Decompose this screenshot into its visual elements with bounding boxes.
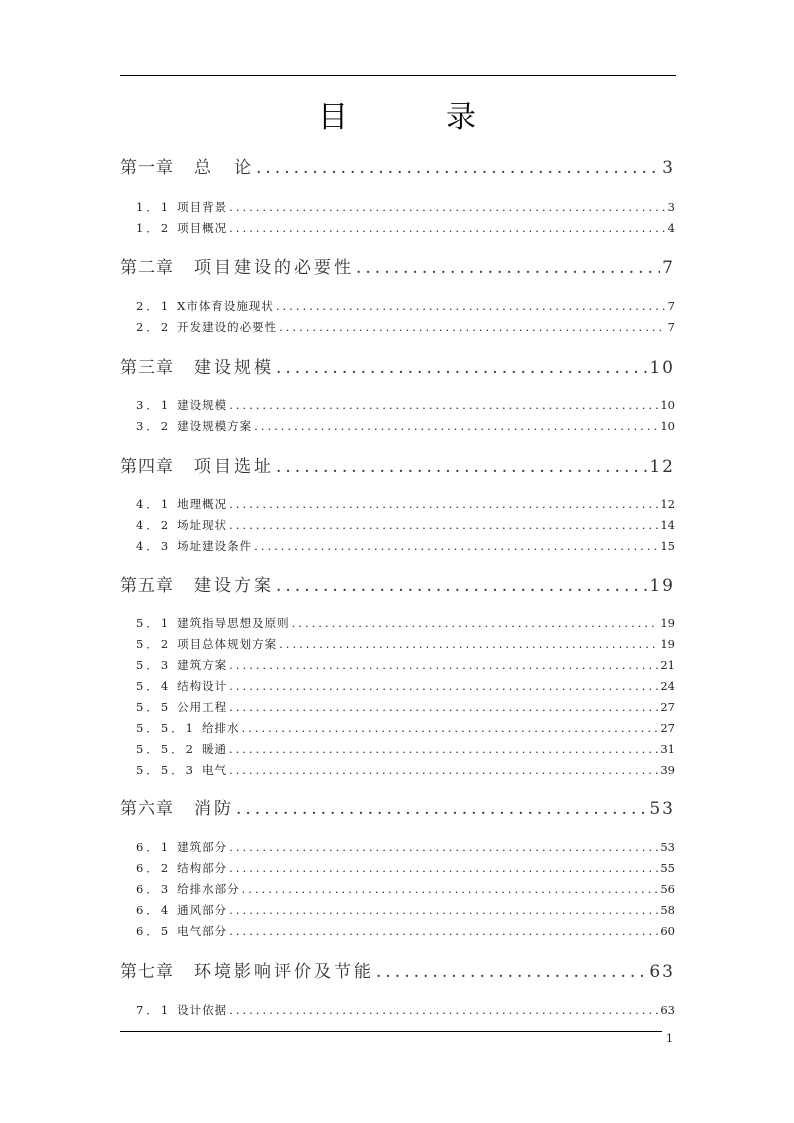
toc-section-entry[interactable] xyxy=(120,417,675,435)
toc-entry-title: 暖通 xyxy=(201,742,227,756)
toc-entry-page: 53 xyxy=(649,799,675,819)
toc-entry-page: 27 xyxy=(660,721,675,735)
toc-entry-page: 10 xyxy=(649,358,675,378)
dot-leader xyxy=(276,455,647,479)
toc-section-entry[interactable] xyxy=(120,719,675,737)
toc-entry-number: 5．5．1 xyxy=(136,721,196,735)
toc-section-entry[interactable] xyxy=(120,922,675,940)
toc-entry-title: 建筑部分 xyxy=(177,840,228,854)
dot-leader xyxy=(279,635,658,653)
toc-entry-number: 5．3 xyxy=(136,658,172,672)
toc-entry-page: 19 xyxy=(660,616,675,630)
dot-leader xyxy=(276,574,647,598)
dot-leader xyxy=(356,256,660,280)
toc-entry-title: 地理概况 xyxy=(177,497,228,511)
toc-section-entry[interactable] xyxy=(120,219,675,237)
dot-leader xyxy=(376,960,647,984)
toc-entry-title: 项目概况 xyxy=(177,221,228,235)
dot-leader xyxy=(229,1001,658,1019)
dot-leader xyxy=(229,495,658,513)
toc-entry-page: 21 xyxy=(660,658,675,672)
toc-section-entry[interactable] xyxy=(120,635,675,653)
toc-entry-number: 5．5．3 xyxy=(136,763,196,777)
toc-entry-number: 第六章 xyxy=(120,799,174,819)
toc-chapter-entry[interactable] xyxy=(120,960,675,984)
toc-section-entry[interactable] xyxy=(120,495,675,513)
toc-entry-title: 项目选址 xyxy=(194,457,274,477)
toc-entry-number: 6．1 xyxy=(136,840,172,854)
toc-entry-number: 5．4 xyxy=(136,679,172,693)
toc-entry-number: 1．2 xyxy=(136,221,172,235)
dot-leader xyxy=(229,901,658,919)
dot-leader xyxy=(229,396,658,414)
toc-entry-number: 第四章 xyxy=(120,457,174,477)
toc-entry-page: 7 xyxy=(667,299,675,313)
toc-entry-page: 63 xyxy=(649,962,675,982)
dot-leader xyxy=(229,740,658,758)
toc-chapter-entry[interactable] xyxy=(120,455,675,479)
toc-entry-page: 7 xyxy=(662,258,675,278)
toc-entry-page: 7 xyxy=(667,320,675,334)
toc-entry-page: 27 xyxy=(660,700,675,714)
toc-section-entry[interactable] xyxy=(120,761,675,779)
toc-entry-title: 给排水部分 xyxy=(177,882,240,896)
toc-entry-number: 6．5 xyxy=(136,924,172,938)
dot-leader xyxy=(229,922,658,940)
toc-section-entry[interactable] xyxy=(120,1001,675,1019)
toc-entry-page: 24 xyxy=(660,679,675,693)
toc-entry-page: 12 xyxy=(649,457,675,477)
toc-entry-page: 53 xyxy=(660,840,675,854)
dot-leader xyxy=(279,318,666,336)
toc-section-entry[interactable] xyxy=(120,537,675,555)
toc-entry-title: 开发建设的必要性 xyxy=(177,320,278,334)
toc-section-entry[interactable] xyxy=(120,838,675,856)
toc-entry-number: 4．1 xyxy=(136,497,172,511)
dot-leader xyxy=(229,656,658,674)
toc-entry-number: 5．5．2 xyxy=(136,742,196,756)
toc-chapter-entry[interactable] xyxy=(120,156,675,180)
toc-entry-title: 项目建设的必要性 xyxy=(194,258,354,278)
toc-entry-title: 建设规模方案 xyxy=(177,419,253,433)
header-rule xyxy=(120,75,676,76)
toc-entry-number: 4．2 xyxy=(136,518,172,532)
toc-section-entry[interactable] xyxy=(120,880,675,898)
toc-entry-title: 电气部分 xyxy=(177,924,228,938)
toc-entry-page: 60 xyxy=(660,924,675,938)
toc-entry-title: 建筑指导思想及原则 xyxy=(177,616,290,630)
toc-section-entry[interactable] xyxy=(120,901,675,919)
dot-leader xyxy=(229,219,666,237)
toc-entry-title: 结构设计 xyxy=(177,679,228,693)
toc-chapter-entry[interactable] xyxy=(120,574,675,598)
toc-chapter-entry[interactable] xyxy=(120,797,675,821)
toc-entry-page: 56 xyxy=(660,882,675,896)
toc-entry-page: 55 xyxy=(660,861,675,875)
toc-section-entry[interactable] xyxy=(120,656,675,674)
toc-entry-title: 场址建设条件 xyxy=(177,539,253,553)
toc-entry-title: 建设规模 xyxy=(177,398,228,412)
toc-entry-page: 4 xyxy=(667,221,675,235)
toc-entry-page: 63 xyxy=(660,1003,675,1017)
toc-section-entry[interactable] xyxy=(120,698,675,716)
toc-entry-number: 5．2 xyxy=(136,637,172,651)
toc-entry-number: 6．3 xyxy=(136,882,172,896)
dot-leader xyxy=(256,156,660,180)
toc-entry-title: 建设规模 xyxy=(194,358,274,378)
footer-rule xyxy=(120,1031,662,1032)
toc-section-entry[interactable] xyxy=(120,516,675,534)
dot-leader xyxy=(241,719,658,737)
toc-section-entry[interactable] xyxy=(120,859,675,877)
toc-entry-title: 建设方案 xyxy=(194,576,274,596)
toc-section-entry[interactable] xyxy=(120,740,675,758)
page-title: 目 录 xyxy=(318,100,510,135)
toc-entry-title: 消防 xyxy=(194,799,234,819)
toc-entry-number: 3．1 xyxy=(136,398,172,412)
toc-entry-title: 结构部分 xyxy=(177,861,228,875)
toc-entry-number: 6．4 xyxy=(136,903,172,917)
toc-entry-number: 7．1 xyxy=(136,1003,172,1017)
toc-entry-title: 环境影响评价及节能 xyxy=(194,962,374,982)
dot-leader xyxy=(292,614,659,632)
toc-entry-number: 第一章 xyxy=(120,158,174,178)
toc-entry-page: 31 xyxy=(660,742,675,756)
toc-entry-number: 第五章 xyxy=(120,576,174,596)
dot-leader xyxy=(276,356,647,380)
toc-entry-number: 5．1 xyxy=(136,616,172,630)
dot-leader xyxy=(229,859,658,877)
toc-entry-page: 10 xyxy=(660,398,675,412)
dot-leader xyxy=(254,537,658,555)
toc-entry-number: 2．2 xyxy=(136,320,172,334)
toc-entry-number: 6．2 xyxy=(136,861,172,875)
toc-entry-number: 3．2 xyxy=(136,419,172,433)
dot-leader xyxy=(254,417,658,435)
toc-section-entry[interactable] xyxy=(120,396,675,414)
dot-leader xyxy=(229,698,658,716)
toc-entry-number: 4．3 xyxy=(136,539,172,553)
toc-entry-title: 设计依据 xyxy=(177,1003,228,1017)
toc-entry-title: 公用工程 xyxy=(177,700,228,714)
toc-entry-page: 19 xyxy=(649,576,675,596)
toc-entry-title: 电气 xyxy=(201,763,227,777)
toc-entry-number: 2．1 xyxy=(136,299,172,313)
toc-entry-number: 1．1 xyxy=(136,200,172,214)
toc-section-entry[interactable] xyxy=(120,198,675,216)
toc-section-entry[interactable] xyxy=(120,677,675,695)
toc-entry-title: 给排水 xyxy=(201,721,240,735)
toc-entry-page: 12 xyxy=(660,497,675,511)
toc-section-entry[interactable] xyxy=(120,297,675,315)
toc-entry-number: 5．5 xyxy=(136,700,172,714)
toc-chapter-entry[interactable] xyxy=(120,256,675,280)
toc-entry-number: 第三章 xyxy=(120,358,174,378)
toc-chapter-entry[interactable] xyxy=(120,356,675,380)
toc-entry-number: 第二章 xyxy=(120,258,174,278)
toc-entry-title: X市体育设施现状 xyxy=(177,299,274,313)
toc-entry-page: 19 xyxy=(660,637,675,651)
toc-entry-page: 15 xyxy=(660,539,675,553)
toc-entry-page: 39 xyxy=(660,763,675,777)
dot-leader xyxy=(229,677,658,695)
toc-entry-page: 3 xyxy=(667,200,675,214)
dot-leader xyxy=(229,198,666,216)
toc-entry-page: 3 xyxy=(662,158,675,178)
toc-entry-number: 第七章 xyxy=(120,962,174,982)
dot-leader xyxy=(229,761,658,779)
dot-leader xyxy=(236,797,647,821)
toc-entry-title: 项目总体规划方案 xyxy=(177,637,278,651)
page-number: 1 xyxy=(666,1032,673,1045)
toc-entry-title: 建筑方案 xyxy=(177,658,228,672)
dot-leader xyxy=(242,880,659,898)
toc-entry-page: 10 xyxy=(660,419,675,433)
toc-entry-page: 58 xyxy=(660,903,675,917)
toc-entry-title: 项目背景 xyxy=(177,200,228,214)
dot-leader xyxy=(229,838,658,856)
toc-entry-page: 14 xyxy=(660,518,675,532)
toc-section-entry[interactable] xyxy=(120,318,675,336)
toc-section-entry[interactable] xyxy=(120,614,675,632)
dot-leader xyxy=(229,516,658,534)
toc-entry-title: 场址现状 xyxy=(177,518,228,532)
toc-entry-title: 通风部分 xyxy=(177,903,228,917)
dot-leader xyxy=(276,297,666,315)
toc-entry-title: 总 论 xyxy=(194,158,254,178)
